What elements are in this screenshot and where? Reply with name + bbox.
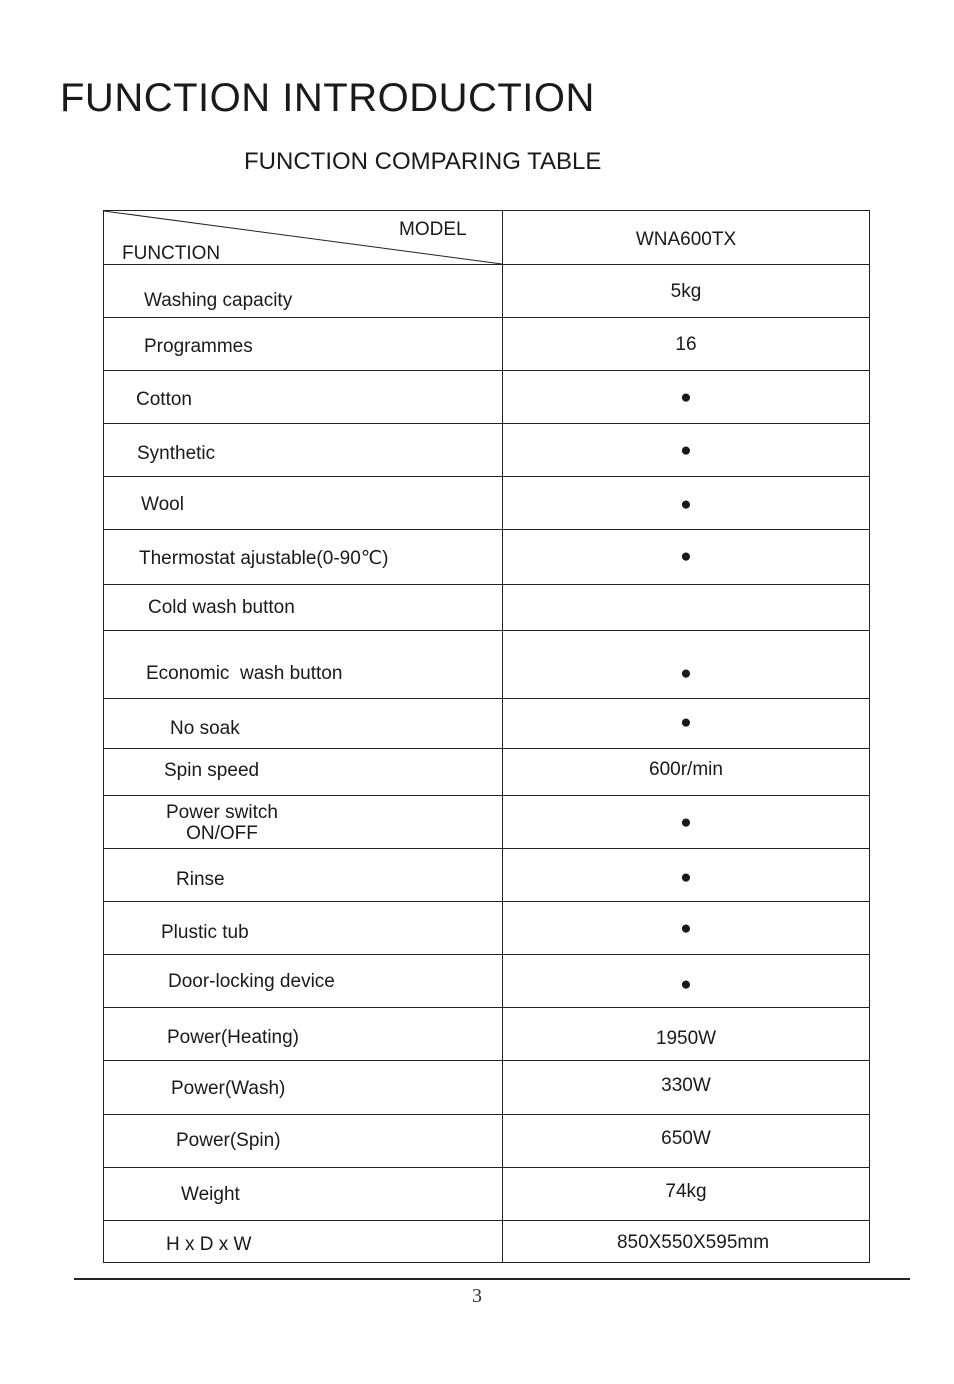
row-label-rinse: Rinse xyxy=(176,869,225,890)
page-number: 3 xyxy=(472,1285,482,1307)
row-divider xyxy=(104,1167,869,1168)
row-value-no-soak: ● xyxy=(680,712,692,733)
row-label-door-locking-device: Door-locking device xyxy=(168,971,335,992)
row-value-door-locking-device: ● xyxy=(680,974,692,995)
row-value-wool: ● xyxy=(680,494,692,515)
row-divider xyxy=(104,1060,869,1061)
row-value-weight: 74kg xyxy=(665,1181,707,1202)
row-value-cotton: ● xyxy=(680,387,692,408)
column-divider xyxy=(502,211,503,1262)
row-divider xyxy=(104,423,869,424)
row-divider xyxy=(104,748,869,749)
row-divider xyxy=(104,370,869,371)
row-value-power-switch: ● xyxy=(680,812,692,833)
row-divider xyxy=(104,584,869,585)
header-model-value: WNA600TX xyxy=(635,229,737,250)
row-value-dimensions: 850X550X595mm xyxy=(616,1232,770,1253)
row-divider xyxy=(104,317,869,318)
row-label-cotton: Cotton xyxy=(136,389,192,410)
row-label-power-switch-line2: ON/OFF xyxy=(186,823,258,844)
row-label-power-wash: Power(Wash) xyxy=(171,1078,286,1099)
row-value-rinse: ● xyxy=(680,867,692,888)
row-label-programmes: Programmes xyxy=(144,336,253,357)
row-value-thermostat: ● xyxy=(680,546,692,567)
function-comparing-table xyxy=(103,210,870,1263)
row-divider xyxy=(104,954,869,955)
row-divider xyxy=(104,1114,869,1115)
header-model-label: MODEL xyxy=(399,219,467,240)
row-label-power-heating: Power(Heating) xyxy=(167,1027,299,1048)
row-value-economic-wash-button: ● xyxy=(680,663,692,684)
row-label-dimensions: H x D x W xyxy=(166,1234,252,1255)
row-value-power-heating: 1950W xyxy=(655,1028,717,1049)
row-label-weight: Weight xyxy=(181,1184,240,1205)
row-value-programmes: 16 xyxy=(675,334,697,355)
table-title: FUNCTION COMPARING TABLE xyxy=(244,148,602,175)
row-label-washing-capacity: Washing capacity xyxy=(144,290,293,311)
row-label-synthetic: Synthetic xyxy=(137,443,216,464)
row-label-power-switch xyxy=(166,802,278,844)
row-label-spin-speed: Spin speed xyxy=(164,760,260,781)
row-value-power-wash: 330W xyxy=(661,1075,711,1096)
row-label-no-soak: No soak xyxy=(170,718,240,739)
row-value-spin-speed: 600r/min xyxy=(649,759,723,780)
row-label-thermostat: Thermostat ajustable(0-90℃) xyxy=(139,548,389,569)
row-value-power-spin: 650W xyxy=(661,1128,711,1149)
row-divider xyxy=(104,795,869,796)
row-divider xyxy=(104,901,869,902)
row-label-power-spin: Power(Spin) xyxy=(176,1130,281,1151)
row-label-plustic-tub: Plustic tub xyxy=(161,922,249,943)
row-label-wool: Wool xyxy=(141,494,184,515)
row-divider xyxy=(104,529,869,530)
row-label-power-switch-line1: Power switch xyxy=(166,802,278,823)
row-value-plustic-tub: ● xyxy=(680,918,692,939)
row-divider xyxy=(104,630,869,631)
header-function-label: FUNCTION xyxy=(122,243,221,264)
row-divider xyxy=(104,264,869,265)
row-label-economic-wash-button: Economic wash button xyxy=(146,663,343,684)
row-value-synthetic: ● xyxy=(680,440,692,461)
row-divider xyxy=(104,698,869,699)
row-divider xyxy=(104,476,869,477)
row-divider xyxy=(104,848,869,849)
row-divider xyxy=(104,1220,869,1221)
footer-rule xyxy=(74,1278,910,1280)
row-value-washing-capacity: 5kg xyxy=(670,281,702,302)
row-divider xyxy=(104,1007,869,1008)
page-title: FUNCTION INTRODUCTION xyxy=(60,76,595,120)
row-label-cold-wash-button: Cold wash button xyxy=(148,597,295,618)
